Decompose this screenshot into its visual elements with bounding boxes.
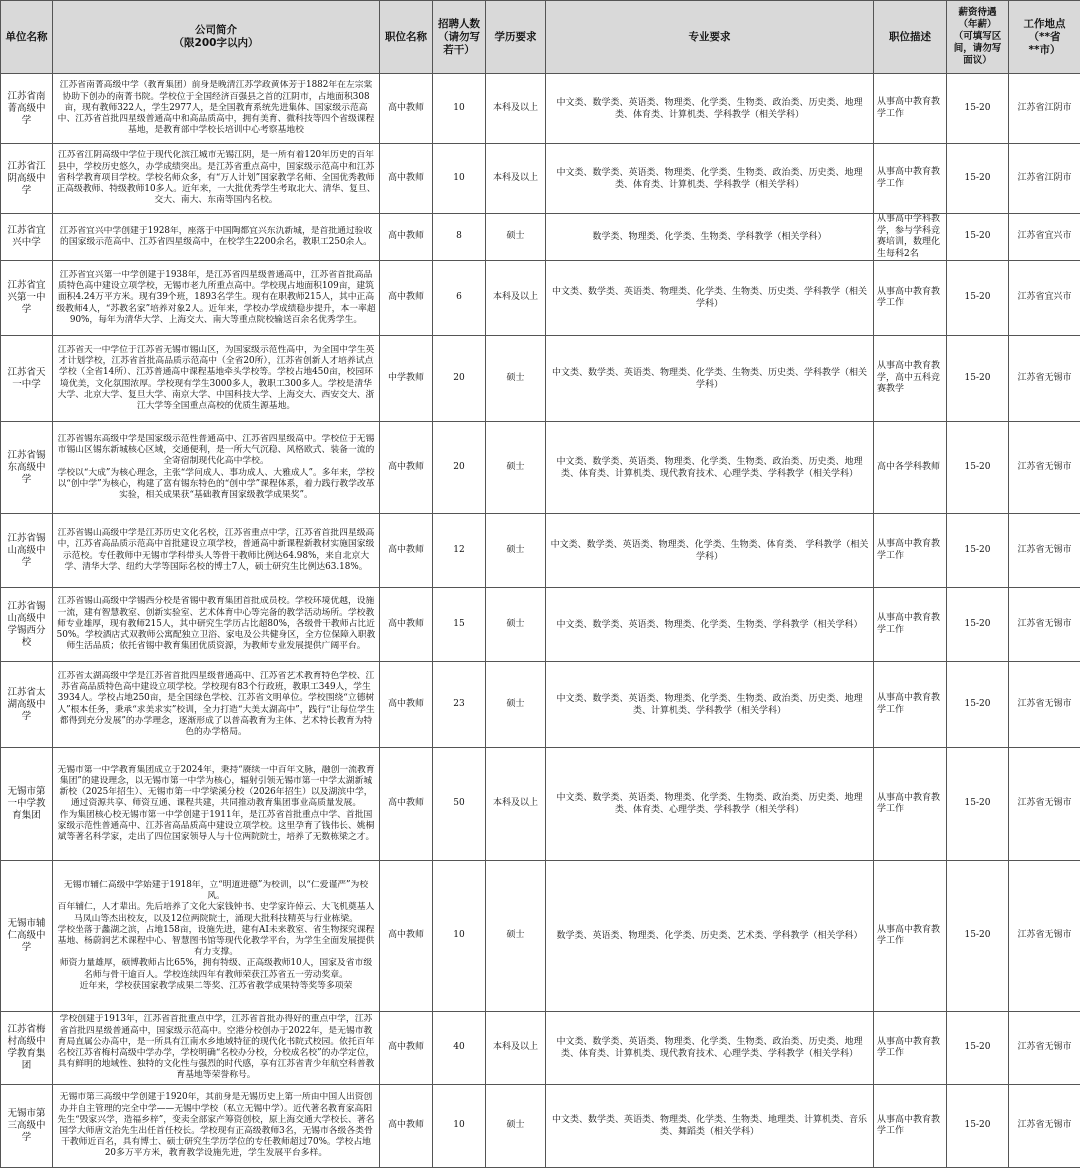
- work-location-cell: 江苏省无锡市: [1009, 588, 1080, 662]
- unit-name-cell: 无锡市第一中学教育集团: [1, 748, 53, 861]
- recruit-count-cell: 23: [433, 662, 486, 748]
- major-requirement-cell: 数学类、物理类、化学类、生物类、学科教学（相关学科）: [546, 214, 874, 261]
- major-requirement-cell: 中文类、数学类、英语类、物理类、化学类、生物类、政治类、历史类、地理类、体育类、心理学类、学科教学（相关学科）: [546, 748, 874, 861]
- major-requirement-cell: 中文类、数学类、英语类、物理类、化学类、生物类、历史类、学科教学（相关学科）: [546, 336, 874, 422]
- major-requirement-cell: 中文类、数学类、英语类、物理类、化学类、生物类、政治类、历史类、地理类、体育类、计算机类、现代教育技术、心理学类、学科教学（相关学科）: [546, 422, 874, 514]
- education-requirement-cell: 硕士: [486, 861, 546, 1012]
- position-name-cell: 高中教师: [380, 748, 433, 861]
- position-description-cell: 从事高中教育教学工作: [874, 662, 947, 748]
- unit-name-cell: 江苏省锡山高级中学: [1, 514, 53, 588]
- education-requirement-cell: 本科及以上: [486, 261, 546, 336]
- position-name-cell: 高中教师: [380, 422, 433, 514]
- salary-cell: 15-20: [947, 336, 1009, 422]
- company-intro-cell: [53, 588, 380, 662]
- major-requirement-cell: 中文类、数学类、英语类、物理类、化学类、生物类、政治类、历史类、地理类、体育类、计算机类、学科教学（相关学科）: [546, 144, 874, 214]
- intro-text: 江苏省南菁高级中学（教育集团）前身是晚清江苏学政黄体芳于1882年在左宗棠协助下创办的南菁书院。学校位于全国经济百强县之首的江阴市，占地面积308亩，现有教师322人，学生2977人，是全国教育系统先进集体、国家级示范高中、江苏省首批四星级普通高中和高品质高中，拥有美育、微科技等四个省级课程基地，是教育部中学校长培训中心考察基地校: [57, 80, 375, 136]
- education-requirement-cell: 硕士: [486, 588, 546, 662]
- position-name-cell: 高中教师: [380, 214, 433, 261]
- education-requirement-cell: 硕士: [486, 514, 546, 588]
- intro-text: 江苏省江阴高级中学位于现代化滨江城市无锡江阴，是一所有着120年历史的百年县中，学校历史悠久，办学成绩突出。是江苏省重点高中，国家级示范高中和江苏省科学教育项目学校。学校名师众多，有“万人计划”国家教学名师、全国优秀教师正高级教师、特级教师10多人。近年来，一大批优秀学生考取北大、清华、复旦、交大、南大、东南等国内名校。: [56, 150, 376, 206]
- position-description-cell: 从事高中教育教学工作: [874, 861, 947, 1012]
- table-row: [1, 514, 1080, 588]
- table-row: [1, 861, 1080, 1012]
- header-count: 招聘人数 （请勿写 若干）: [433, 1, 486, 74]
- work-location-cell: 江苏省无锡市: [1009, 1085, 1080, 1168]
- position-description-cell: 从事高中教育教学，高中五科竞赛教学: [874, 336, 947, 422]
- company-intro-cell: [53, 422, 380, 514]
- company-intro-cell: [53, 1085, 380, 1168]
- table-row: [1, 748, 1080, 861]
- major-requirement-cell: 中文类、数学类、英语类、物理类、化学类、生物类、政治类、历史类、地理类、计算机类、学科教学（相关学科）: [546, 662, 874, 748]
- work-location-cell: 江苏省无锡市: [1009, 1012, 1080, 1085]
- salary-cell: 15-20: [947, 662, 1009, 748]
- major-requirement-cell: 数学类、英语类、物理类、化学类、历史类、艺术类、学科教学（相关学科）: [546, 861, 874, 1012]
- salary-cell: 15-20: [947, 588, 1009, 662]
- position-name-cell: 高中教师: [380, 74, 433, 144]
- salary-cell: 15-20: [947, 74, 1009, 144]
- intro-text: 无锡市第一中学教育集团成立于2024年，秉持“赓续一中百年文脉，融创一流教育集团”的建设理念，以无锡市第一中学为核心，辐射引领无锡市第一中学太湖新城新校（2025年招生）、无锡市第一中学梁溪分校（2026年招生）以及湖滨中学，通过资源共享、师资互通、课程共建，共同推动教育集团事业高质量发展。 作为集团核心校无锡市第一中学创建于1911年，是江苏省首批重点中学、首批国家级示范性普通高中、江苏省高品质高中建设立项学校。这里孕育了钱伟长、姚桐斌等著名科学家，走出了四位国家领导人与十位两院院士，培养了无数栋梁之才。: [57, 764, 375, 842]
- table-row: [1, 74, 1080, 144]
- company-intro-cell: [53, 214, 380, 261]
- education-requirement-cell: 本科及以上: [486, 1012, 546, 1085]
- position-description-cell: 从事高中教育教学工作: [874, 261, 947, 336]
- education-requirement-cell: 本科及以上: [486, 748, 546, 861]
- intro-text: 江苏省锡东高级中学是国家级示范性普通高中、江苏省四星级高中。学校位于无锡市锡山区锡东新城核心区域，交通便利，是一所大气沉稳、风格欧式、装备一流的全寄宿制现代化高中学校。 学校以“大成”为核心理念，主张“学问成人、事功成人、大雅成人”。多年来，学校以“创中学”为核心，构建了富有锡东特色的“创中学”课程体系，着力践行教学改革实验，相关成果获“基础教育国家级教学成果奖”。: [57, 433, 375, 500]
- table-row: [1, 261, 1080, 336]
- position-name-cell: 高中教师: [380, 588, 433, 662]
- work-location-cell: 江苏省无锡市: [1009, 514, 1080, 588]
- work-location-cell: 江苏省无锡市: [1009, 662, 1080, 748]
- unit-name-cell: 江苏省天一中学: [1, 336, 53, 422]
- table-row: [1, 336, 1080, 422]
- salary-cell: 15-20: [947, 748, 1009, 861]
- table-row: [1, 1085, 1080, 1168]
- company-intro-cell: [53, 74, 380, 144]
- position-description-cell: 从事高中教育教学工作: [874, 514, 947, 588]
- recruit-count-cell: 12: [433, 514, 486, 588]
- position-description-cell: 从事高中教育教学工作: [874, 74, 947, 144]
- major-requirement-cell: 中文类、数学类、英语类、物理类、化学类、生物类、历史类、学科教学（相关学科）: [546, 261, 874, 336]
- work-location-cell: 江苏省宜兴市: [1009, 261, 1080, 336]
- recruit-count-cell: 10: [433, 861, 486, 1012]
- recruit-count-cell: 20: [433, 422, 486, 514]
- intro-text: 江苏省宜兴中学创建于1928年，座落于中国陶都宜兴东氿新城，是首批通过验收的国家级示范高中、江苏省四星级高中，在校学生2200余名，教职工250余人。: [59, 225, 373, 247]
- recruit-count-cell: 50: [433, 748, 486, 861]
- company-intro-cell: [53, 662, 380, 748]
- header-edu: 学历要求: [486, 1, 546, 74]
- position-description-cell: 高中各学科教师: [874, 422, 947, 514]
- salary-cell: 15-20: [947, 514, 1009, 588]
- recruit-count-cell: 10: [433, 144, 486, 214]
- unit-name-cell: 无锡市辅仁高级中学: [1, 861, 53, 1012]
- salary-cell: 15-20: [947, 1085, 1009, 1168]
- company-intro-cell: [53, 861, 380, 1012]
- work-location-cell: 江苏省无锡市: [1009, 861, 1080, 1012]
- work-location-cell: 江苏省无锡市: [1009, 748, 1080, 861]
- intro-text: 江苏省太湖高级中学是江苏省首批四星级普通高中、江苏省艺术教育特色学校、江苏省高品质特色高中建设立项学校。学校现有83个行政班，教职工349人，学生3934人。学校占地250亩，是全国绿色学校、江苏省文明单位。学校围绕“立德树人”根本任务，秉承“求美求实”校训，全力打造“大美太湖高中”，践行“让每位学生都得到充分发展”的办学理念，逐渐形成了以普高教育为主体、艺术特长教育为特色的办学格局。: [57, 670, 375, 737]
- salary-cell: 15-20: [947, 861, 1009, 1012]
- header-intro: 公司简介 （限200字以内）: [53, 1, 380, 74]
- position-name-cell: 高中教师: [380, 1012, 433, 1085]
- position-name-cell: 高中教师: [380, 514, 433, 588]
- education-requirement-cell: 硕士: [486, 1085, 546, 1168]
- recruit-count-cell: 8: [433, 214, 486, 261]
- education-requirement-cell: 硕士: [486, 214, 546, 261]
- education-requirement-cell: 本科及以上: [486, 74, 546, 144]
- work-location-cell: 江苏省江阴市: [1009, 144, 1080, 214]
- recruit-count-cell: 15: [433, 588, 486, 662]
- position-name-cell: 高中教师: [380, 1085, 433, 1168]
- company-intro-cell: [53, 261, 380, 336]
- recruit-count-cell: 10: [433, 74, 486, 144]
- position-name-cell: 高中教师: [380, 662, 433, 748]
- position-name-cell: 中学教师: [380, 336, 433, 422]
- intro-text: 江苏省锡山高级中学是江苏历史文化名校，江苏省重点中学，江苏省首批四星级高中，江苏省高品质示范高中首批建设立项学校，普通高中新课程新教材实施国家级示范校。专任教师中无锡市学科带头人等骨干教师比例达64.98%，来自北京大学、清华大学、纽约大学等国际名校的博士7人，硕士研究生比例达63.18%。: [57, 528, 375, 572]
- work-location-cell: 江苏省无锡市: [1009, 422, 1080, 514]
- header-row: [1, 1, 1080, 74]
- unit-name-cell: 江苏省宜兴中学: [1, 214, 53, 261]
- table-row: [1, 214, 1080, 261]
- education-requirement-cell: 硕士: [486, 336, 546, 422]
- salary-cell: 15-20: [947, 261, 1009, 336]
- major-requirement-cell: 中文类、数学类、英语类、物理类、化学类、生物类、地理类、计算机类、音乐类、舞蹈类（相关学科）: [546, 1085, 874, 1168]
- intro-text: 学校创建于1913年，江苏省首批重点中学，江苏省首批办得好的重点中学，江苏省首批四星级普通高中，国家级示范高中。空港分校创办于2022年，是无锡市教育局直属公办高中，是一所具有江南水乡地域特征的现代化书院式校园。依托百年名校江苏省梅村高级中学办学，学校明确“名校办分校，分校成名校”的办学定位，具有鲜明的地域性、独特的文化性与强烈的时代感，享有江苏省青少年航空科普教育基地等荣誉称号。: [57, 1014, 375, 1081]
- company-intro-cell: [53, 144, 380, 214]
- position-name-cell: 高中教师: [380, 861, 433, 1012]
- salary-cell: 15-20: [947, 1012, 1009, 1085]
- table-row: [1, 588, 1080, 662]
- table-body: [1, 74, 1080, 1168]
- company-intro-cell: [53, 336, 380, 422]
- position-description-cell: 从事高中教育教学工作: [874, 1012, 947, 1085]
- company-intro-cell: [53, 1012, 380, 1085]
- header-location: 工作地点 （**省 **市）: [1009, 1, 1080, 74]
- major-requirement-cell: 中文类、数学类、英语类、物理类、化学类、生物类、学科教学（相关学科）: [546, 588, 874, 662]
- position-description-cell: 从事高中教育教学工作: [874, 144, 947, 214]
- table-row: [1, 662, 1080, 748]
- work-location-cell: 江苏省无锡市: [1009, 336, 1080, 422]
- salary-cell: 15-20: [947, 144, 1009, 214]
- table-row: [1, 1012, 1080, 1085]
- position-name-cell: 高中教师: [380, 261, 433, 336]
- intro-text: 无锡市第三高级中学创建于1920年，其前身是无锡历史上第一所由中国人出资创办并自主管理的完全中学——无锡中学校（私立无锡中学）。近代著名教育家高阳先生“毁家兴学，造福乡梓”，变卖全部家产筹资创校，原上海交通大学校长、著名国学大师唐文治先生出任首任校长。学校现有正高级教师3名，无锡市各级各类骨干教师近百名，具有博士、硕士研究生学历学位的专任教师超过70%。学校占地20多万平方米，教育教学设施先进，学生发展平台多样。: [57, 1092, 375, 1159]
- work-location-cell: 江苏省江阴市: [1009, 74, 1080, 144]
- header-desc: 职位描述: [874, 1, 947, 74]
- position-description-cell: 从事高中教育教学工作: [874, 1085, 947, 1168]
- major-requirement-cell: 中文类、数学类、英语类、物理类、化学类、生物类、政治类、历史类、地理类、体育类、计算机类、学科教学（相关学科）: [546, 74, 874, 144]
- position-name-cell: 高中教师: [380, 144, 433, 214]
- education-requirement-cell: 本科及以上: [486, 144, 546, 214]
- major-requirement-cell: 中文类、数学类、英语类、物理类、化学类、生物类、体育类、 学科教学（相关学科）: [546, 514, 874, 588]
- intro-text: 江苏省天一中学位于江苏省无锡市锡山区，为国家级示范性高中，为全国中学生英才计划学校，江苏省首批高品质示范高中（全省20所），江苏省创新人才培养试点学校（全省14所）、江苏普通高中课程基地牵头学校等。学校占地450亩，校园环境优美，文化氛围浓厚。学校现有学生3000多人，教职工300多人。学校是清华大学、北京大学、复旦大学、南京大学、中国科技大学、上海交大、西安交大、浙江大学等全国重点高校的优质生源基地。: [57, 344, 375, 411]
- table-row: [1, 422, 1080, 514]
- salary-cell: 15-20: [947, 422, 1009, 514]
- major-requirement-cell: 中文类、数学类、英语类、物理类、化学类、生物类、政治类、历史类、地理类、体育类、计算机类、现代教育技术、心理学类、学科教学（相关学科）: [546, 1012, 874, 1085]
- work-location-cell: 江苏省宜兴市: [1009, 214, 1080, 261]
- recruit-count-cell: 20: [433, 336, 486, 422]
- recruit-count-cell: 40: [433, 1012, 486, 1085]
- education-requirement-cell: 硕士: [486, 422, 546, 514]
- position-description-cell: 从事高中教育教学工作: [874, 748, 947, 861]
- unit-name-cell: 江苏省太湖高级中学: [1, 662, 53, 748]
- header-unit: 单位名称: [1, 1, 53, 74]
- position-description-cell: 从事高中教育教学工作: [874, 588, 947, 662]
- recruit-count-cell: 6: [433, 261, 486, 336]
- position-description-cell: 从事高中学科教学，参与学科竞赛培训，数理化生每科2名: [874, 214, 947, 261]
- intro-text: 江苏省宜兴第一中学创建于1938年，是江苏省四星级普通高中，江苏省首批高品质特色高中建设立项学校，无锡市老九所重点高中。学校现占地面积109亩，建筑面积4.24万平方米。现有39个班，1893名学生。现有在职教师215人，其中正高级教师4人，“苏教名家”培养对象2人。近年来，学校办学成绩稳步提升，本一率超90%，每年为清华大学、上海交大、南大等重点院校输送百余名优秀学生。: [56, 269, 376, 325]
- header-salary: 薪资待遇 （年薪） （可填写区 间，请勿写 面议）: [947, 1, 1009, 74]
- company-intro-cell: [53, 514, 380, 588]
- recruit-count-cell: 10: [433, 1085, 486, 1168]
- salary-cell: 15-20: [947, 214, 1009, 261]
- header-position: 职位名称: [380, 1, 433, 74]
- table-row: [1, 144, 1080, 214]
- unit-name-cell: 江苏省南菁高级中学: [1, 74, 53, 144]
- unit-name-cell: 无锡市第三高级中学: [1, 1085, 53, 1168]
- intro-text: 江苏省锡山高级中学锡西分校是省锡中教育集团首批成员校。学校环境优越，设施一流，建有智慧教室、创新实验室、艺术体育中心等完备的教学活动场所。学校教师专业雄厚，现有教师215人，其中研究生学历占比超80%，各级骨干教师占比近50%。学校酒店式双教师公寓配独立卫浴、家电及公共健身区，全方位保障入职教师生活品质；依托省锡中教育集团优质资源，为教师专业发展提供广阔平台。: [56, 596, 376, 652]
- unit-name-cell: 江苏省梅村高级中学教育集团: [1, 1012, 53, 1085]
- unit-name-cell: 江苏省锡山高级中学锡西分校: [1, 588, 53, 662]
- header-major: 专业要求: [546, 1, 874, 74]
- unit-name-cell: 江苏省锡东高级中学: [1, 422, 53, 514]
- intro-text: 无锡市辅仁高级中学始建于1918年，立“明道进德”为校训，以“仁爱谨严”为校风。 百年辅仁，人才辈出。先后培养了文化大家钱钟书、史学家许倬云、大飞机奠基人马凤山等杰出校友，以及12位两院院士，涌现大批科技精英与行业栋梁。 学校坐落于蠡湖之滨，占地158亩，设施先进，建有AI未来教室、省生物探究课程基地、杨蔚润艺术课程中心、智慧图书馆等现代化教学平台，为学生全面发展提供有力支撑。 师资力量雄厚，硕博教师占比65%，拥有特级、正高级教师10人，国家及省市级名师与骨干逾百人。学校连续四年有教师荣获江苏省五一劳动奖章。 近年来，学校获国家教学成果二等奖、江苏省教学成果特等奖等多项荣: [57, 879, 375, 991]
- unit-name-cell: 江苏省江阴高级中学: [1, 144, 53, 214]
- unit-name-cell: 江苏省宜兴第一中学: [1, 261, 53, 336]
- company-intro-cell: [53, 748, 380, 861]
- education-requirement-cell: 硕士: [486, 662, 546, 748]
